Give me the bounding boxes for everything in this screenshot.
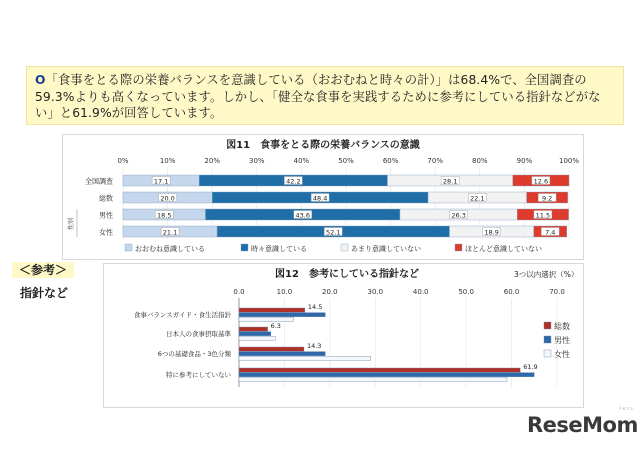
legend-swatch (455, 244, 462, 251)
data-label: 14.5 (307, 303, 323, 311)
data-label: 18.9 (484, 228, 499, 237)
legend-label: あまり意識していない (351, 245, 421, 253)
data-label: 12.6 (533, 177, 549, 186)
category-label: 日本人の食事摂取基準 (166, 330, 231, 338)
x-tick-label: 10.0 (276, 288, 293, 296)
data-label: 20.0 (160, 194, 175, 203)
bar (239, 356, 371, 360)
category-label: 全国調査 (85, 177, 113, 186)
x-tick-label: 100% (558, 157, 580, 165)
x-tick-label: 50.0 (458, 288, 474, 296)
category-label: 男性 (99, 211, 113, 220)
data-label: 28.1 (442, 177, 458, 186)
x-tick-label: 0.0 (233, 288, 245, 296)
category-label: 女性 (99, 228, 113, 237)
data-label: 61.9 (523, 363, 538, 371)
chart-title: 図11 食事をとる際の栄養バランスの意識 (226, 140, 420, 151)
legend-swatch (125, 244, 132, 251)
data-label: 43.6 (295, 211, 310, 220)
bar (239, 308, 305, 312)
legend-swatch (544, 350, 551, 357)
category-label: 特に参考にしていない (166, 371, 231, 379)
bar (239, 352, 325, 356)
data-label: 26.3 (451, 211, 466, 220)
intro-sentence: 「食事をとる際の栄養バランスを意識している（おおむねと時々の計）」は68.4%で、全国調査の59.3%よりも高くなっています。しかし、「健全な食事を実践するために参考にしている指針などがない」と61.9%が回答しています。 (35, 73, 601, 120)
bar (239, 327, 268, 331)
x-tick-label: 30.0 (367, 288, 384, 296)
legend-label: おおむね意識している (135, 245, 205, 253)
bar (239, 377, 507, 381)
data-label: 42.2 (286, 177, 301, 186)
data-label: 6.3 (270, 322, 281, 330)
logo-text: ReseMom (527, 413, 638, 437)
legend-label: 時々意識している (251, 245, 307, 253)
x-tick-label: 80% (472, 157, 488, 165)
data-label: 48.4 (312, 194, 328, 203)
category-label: 総数 (99, 194, 113, 203)
bar (239, 347, 304, 351)
x-tick-label: 20.0 (322, 288, 338, 296)
group-label: 性別 (68, 217, 75, 230)
data-label: 14.3 (306, 342, 322, 350)
data-label: 17.1 (153, 177, 169, 186)
x-tick-label: 70.0 (549, 288, 565, 296)
legend-label: 男性 (554, 336, 570, 345)
x-tick-label: 20% (204, 157, 220, 165)
bullet-mark: O (35, 73, 46, 87)
x-tick-label: 90% (516, 157, 533, 165)
guidelines-label: 指針など (20, 286, 69, 300)
figure-12-chart (104, 264, 583, 407)
legend-swatch (544, 336, 551, 343)
legend-swatch (241, 244, 248, 251)
chart-title: 図12 参考にしている指針など (275, 269, 419, 280)
figure-12-panel (103, 263, 584, 408)
bar (239, 368, 520, 372)
data-label: 22.1 (470, 194, 485, 203)
x-tick-label: 40% (293, 157, 310, 165)
x-tick-label: 40.0 (412, 288, 429, 296)
x-tick-label: 70% (427, 157, 443, 165)
resemom-logo (527, 406, 638, 437)
figure-11-chart (63, 135, 583, 259)
legend-label: 女性 (554, 350, 570, 359)
logo-subtext: リセマム (618, 406, 634, 411)
data-label: 21.1 (162, 228, 178, 237)
legend-label: 総数 (554, 322, 570, 331)
reference-label: ＜参考＞ (12, 262, 74, 278)
category-label: 6つの基礎食品・3色分類 (157, 350, 231, 358)
bar (239, 336, 275, 340)
data-label: 52.1 (326, 228, 341, 237)
legend-label: ほとんど意識していない (465, 245, 542, 253)
x-tick-label: 10% (159, 157, 176, 165)
figure-11-panel (62, 134, 584, 260)
data-label: 9.2 (541, 194, 553, 203)
data-label: 11.5 (535, 211, 551, 220)
bar (239, 317, 294, 321)
data-label: 18.5 (157, 211, 172, 220)
x-tick-label: 50% (338, 157, 354, 165)
x-tick-label: 0% (117, 157, 129, 165)
x-tick-label: 60.0 (503, 288, 520, 296)
bar (239, 332, 271, 336)
x-tick-label: 60% (382, 157, 399, 165)
intro-text (35, 72, 619, 122)
legend-swatch (544, 322, 551, 329)
legend-swatch (341, 244, 348, 251)
data-label: 7.4 (545, 228, 556, 237)
chart-note: 3つ以内選択（%） (514, 270, 579, 279)
x-tick-label: 30% (249, 157, 265, 165)
intro-box (26, 66, 624, 125)
bar (239, 313, 325, 317)
bar (239, 373, 534, 377)
category-label: 食事バランスガイド・食生活指針 (133, 311, 231, 319)
